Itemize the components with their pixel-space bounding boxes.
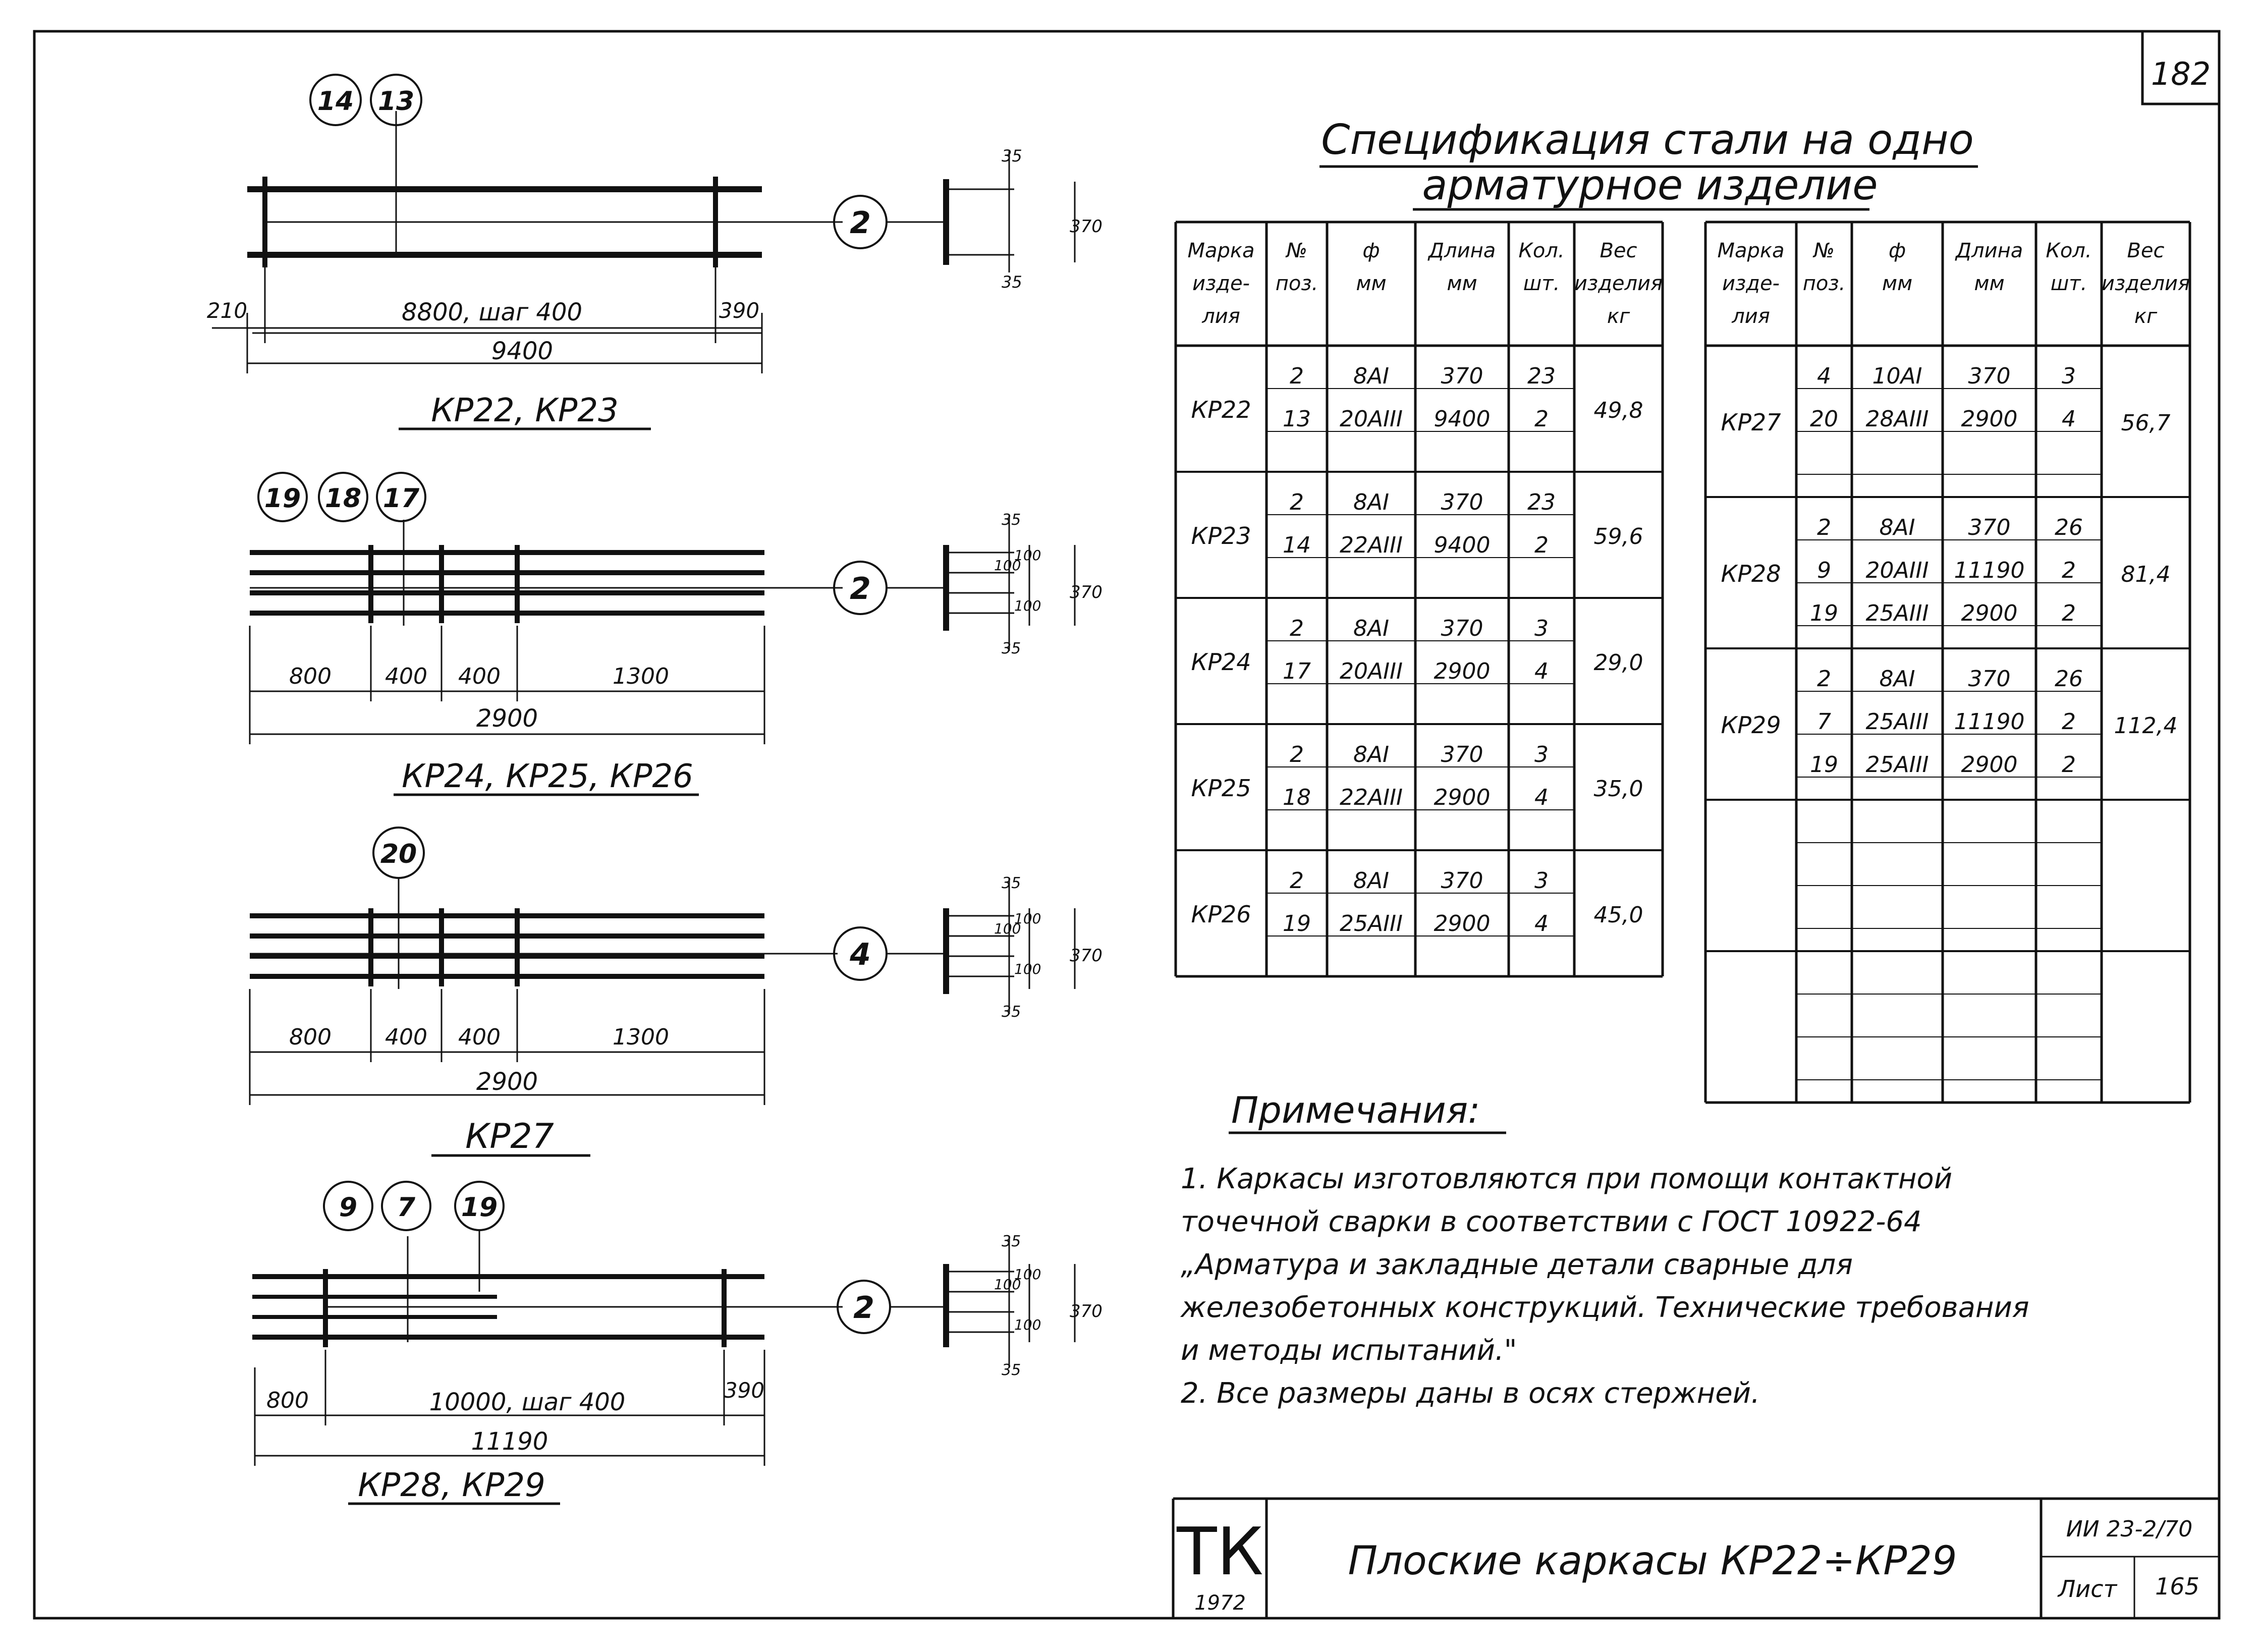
table-cell: 19 [1810, 600, 1838, 626]
table-cell: 4 [1817, 363, 1831, 389]
dimension-text: 400 [458, 1024, 501, 1050]
table-cell: 8AI [1353, 868, 1390, 894]
table-header-text: изде- [1192, 272, 1250, 295]
dimension-text: 400 [458, 664, 501, 689]
title-sheet-number: 165 [2155, 1573, 2199, 1600]
table-cell: 2900 [1434, 658, 1491, 684]
table-cell: 19 [1810, 752, 1838, 778]
table-cell: 7 [1817, 709, 1831, 735]
table-cell: 370 [1968, 666, 2011, 692]
callout-label: 7 [397, 1192, 416, 1223]
section-dim: 35 [1002, 1003, 1021, 1021]
table-cell: 4 [2062, 406, 2076, 432]
table-header-text: поз. [1275, 272, 1318, 295]
dimension-text: 2900 [476, 1068, 538, 1096]
spec-heading [1319, 116, 1978, 209]
table-cell: 2 [2062, 752, 2076, 778]
table-cell: 2900 [1961, 406, 2018, 432]
product-weight: 59,6 [1593, 524, 1643, 549]
table-cell: 8AI [1353, 616, 1390, 641]
product-mark: КР26 [1191, 901, 1251, 928]
table-header-text: изделия [1574, 272, 1663, 295]
section-callout-label: 2 [850, 205, 871, 241]
dimension-text: 1300 [613, 664, 669, 689]
section-dim: 35 [1002, 640, 1021, 657]
product-mark: КР25 [1191, 775, 1251, 802]
table-header-text: шт. [1523, 272, 1560, 295]
table-header-text: мм [1447, 272, 1477, 295]
frame-drawing-kp22-kp23 [207, 75, 1103, 429]
table-cell: 20AIII [1339, 406, 1403, 432]
table-cell: 17 [1283, 658, 1311, 684]
table-cell: 25AIII [1865, 752, 1929, 778]
table-cell: 9400 [1434, 532, 1491, 558]
table-cell: 23 [1527, 489, 1556, 515]
section-dim: 100 [994, 1276, 1021, 1293]
table-cell: 2 [1817, 666, 1831, 692]
section-dim: 370 [1070, 1301, 1103, 1321]
note-line: точечной сварки в соответствии с ГОСТ 10922-64 [1181, 1205, 1922, 1238]
table-header-text: лия [1202, 305, 1240, 328]
sheet-frame [34, 31, 2219, 1618]
drawing-caption: КР27 [465, 1117, 554, 1157]
table-cell: 2 [1290, 742, 1304, 767]
table-cell: 8AI [1353, 489, 1390, 515]
spec-table-left [1176, 222, 1663, 976]
product-weight: 35,0 [1593, 776, 1643, 802]
section-dim: 100 [1014, 1316, 1041, 1333]
table-cell: 9 [1817, 558, 1831, 583]
section-dim: 100 [994, 920, 1021, 937]
table-cell: 2900 [1434, 911, 1491, 937]
table-header-text: шт. [2050, 272, 2087, 295]
product-weight: 29,0 [1593, 650, 1643, 676]
product-weight: 49,8 [1593, 398, 1643, 423]
section-dim: 370 [1070, 946, 1103, 966]
section-dim: 100 [1014, 547, 1041, 564]
notes-block [1180, 1089, 2029, 1410]
drawing-caption: КР28, КР29 [358, 1467, 545, 1504]
note-line: и методы испытаний." [1181, 1334, 1517, 1367]
table-cell: 8AI [1353, 742, 1390, 767]
table-header-text: ф [1362, 239, 1380, 262]
spec-title-line1: Спецификация стали на одно [1321, 116, 1974, 164]
table-cell: 2 [1290, 489, 1304, 515]
section-dim: 100 [1014, 1266, 1041, 1283]
table-cell: 370 [1968, 363, 2011, 389]
dimension-text: 800 [289, 1024, 332, 1050]
table-cell: 3 [1534, 868, 1549, 894]
note-line: 1. Каркасы изготовляются при помощи контактной [1181, 1163, 1953, 1195]
product-mark: КР23 [1191, 522, 1251, 549]
table-cell: 14 [1283, 532, 1311, 558]
callout-label: 14 [317, 86, 354, 117]
section-callout-label: 2 [853, 1290, 874, 1326]
note-line: „Арматура и закладные детали сварные для [1181, 1248, 1853, 1281]
section-callout-label: 4 [850, 937, 871, 972]
table-cell: 8AI [1353, 363, 1390, 389]
callout-label: 19 [264, 483, 301, 514]
product-mark: КР27 [1721, 409, 1781, 436]
table-cell: 20 [1810, 406, 1838, 432]
section-dim: 100 [994, 557, 1021, 574]
org-logo: ТК [1177, 1513, 1263, 1590]
spec-title-line2: арматурное изделие [1422, 161, 1878, 209]
product-mark: КР29 [1721, 711, 1781, 739]
table-cell: 370 [1441, 363, 1483, 389]
dimension-text: 400 [385, 664, 427, 689]
table-cell: 4 [1534, 785, 1549, 810]
dimension-text: 210 [206, 298, 248, 323]
section-dim: 100 [1014, 597, 1041, 614]
table-cell: 3 [1534, 742, 1549, 767]
title-block [1173, 1499, 2219, 1618]
title-year: 1972 [1194, 1591, 1246, 1615]
product-mark: КР22 [1191, 396, 1251, 423]
frame-drawing-kp28-kp29 [252, 1182, 1103, 1504]
section-dim: 35 [1002, 511, 1021, 529]
table-cell: 2900 [1961, 600, 2018, 626]
table-header-text: мм [1356, 272, 1387, 295]
section-dim: 35 [1002, 146, 1022, 166]
table-header-text: Вес [1600, 239, 1637, 262]
table-cell: 11190 [1954, 709, 2025, 735]
callout-label: 18 [324, 483, 362, 514]
section-dim: 35 [1002, 272, 1022, 292]
table-header-text: мм [1974, 272, 2005, 295]
table-cell: 2 [1290, 616, 1304, 641]
table-header-text: изде- [1722, 272, 1780, 295]
table-cell: 2 [1290, 868, 1304, 894]
table-cell: 20AIII [1865, 558, 1929, 583]
table-cell: 25AIII [1339, 911, 1403, 937]
dimension-text: 8800, шаг 400 [401, 298, 583, 326]
table-cell: 22AIII [1339, 532, 1403, 558]
table-cell: 20AIII [1339, 658, 1403, 684]
table-cell: 370 [1441, 868, 1483, 894]
table-cell: 9400 [1434, 406, 1491, 432]
table-cell: 4 [1534, 911, 1549, 937]
doc-code: ИИ 23-2/70 [2066, 1516, 2193, 1542]
table-cell: 26 [2055, 666, 2083, 692]
sheet-label: Лист [2058, 1575, 2117, 1603]
table-cell: 2 [2062, 709, 2076, 735]
table-header-text: Марка [1717, 239, 1785, 262]
dimension-text: 400 [385, 1024, 427, 1050]
table-cell: 2 [1534, 532, 1549, 558]
callout-label: 20 [380, 839, 417, 869]
section-dim: 35 [1002, 874, 1021, 892]
product-weight: 56,7 [2121, 410, 2171, 436]
table-cell: 8AI [1879, 515, 1915, 540]
section-dim: 100 [1014, 910, 1041, 927]
dimension-text: 800 [266, 1388, 309, 1413]
product-mark: КР28 [1721, 560, 1781, 587]
table-cell: 2 [2062, 600, 2076, 626]
table-cell: 4 [1534, 658, 1549, 684]
table-header-text: Длина [1428, 239, 1496, 262]
note-line: 2. Все размеры даны в осях стержней. [1181, 1377, 1760, 1410]
dimension-text: 9400 [491, 337, 554, 365]
dimension-text: 390 [724, 1378, 765, 1403]
product-weight: 112,4 [2114, 713, 2178, 739]
sheet-number-box [2142, 31, 2219, 104]
dimension-text: 800 [289, 664, 332, 689]
table-cell: 2 [1290, 363, 1304, 389]
table-cell: 8AI [1879, 666, 1915, 692]
dimension-text: 2900 [476, 704, 538, 733]
callout-label: 19 [461, 1192, 498, 1223]
table-header-text: № [1286, 239, 1307, 262]
table-header-text: лия [1732, 305, 1770, 328]
callout-label: 9 [339, 1192, 358, 1223]
table-header-text: Кол. [1518, 239, 1565, 262]
table-cell: 3 [1534, 616, 1549, 641]
table-cell: 11190 [1954, 558, 2025, 583]
table-cell: 26 [2055, 515, 2083, 540]
table-cell: 3 [2062, 363, 2076, 389]
table-cell: 2 [2062, 558, 2076, 583]
table-cell: 22AIII [1339, 785, 1403, 810]
table-cell: 2 [1817, 515, 1831, 540]
section-dim: 370 [1070, 216, 1103, 237]
table-cell: 18 [1283, 785, 1311, 810]
product-weight: 81,4 [2121, 562, 2171, 587]
table-cell: 19 [1283, 911, 1311, 937]
table-header-text: изделия [2101, 272, 2190, 295]
table-header-text: Марка [1187, 239, 1255, 262]
callout-label: 17 [382, 483, 420, 514]
table-header-text: кг [1607, 305, 1630, 328]
dimension-text: 10000, шаг 400 [429, 1388, 626, 1416]
table-cell: 2 [1534, 406, 1549, 432]
table-cell: 370 [1968, 515, 2011, 540]
section-dim: 100 [1014, 961, 1041, 977]
dimension-text: 11190 [471, 1427, 548, 1456]
table-cell: 370 [1441, 742, 1483, 767]
table-header-text: Длина [1955, 239, 2023, 262]
drawing-caption: КР22, КР23 [431, 392, 619, 429]
table-header-text: кг [2134, 305, 2158, 328]
product-weight: 45,0 [1593, 902, 1643, 928]
dimension-text: 1300 [613, 1024, 669, 1050]
frame-drawing-kp24-kp26 [250, 473, 1103, 795]
dimension-text: 390 [719, 298, 760, 323]
callout-label: 13 [377, 86, 415, 117]
note-line: железобетонных конструкций. Технические требования [1181, 1291, 2029, 1324]
frame-drawing-kp27 [250, 828, 1103, 1157]
table-header-text: Кол. [2046, 239, 2092, 262]
table-cell: 13 [1283, 406, 1311, 432]
table-cell: 23 [1527, 363, 1556, 389]
table-cell: 2900 [1961, 752, 2018, 778]
product-mark: КР24 [1191, 648, 1251, 676]
table-cell: 25AIII [1865, 709, 1929, 735]
sheet-number: 182 [2151, 56, 2211, 92]
table-header-text: поз. [1802, 272, 1846, 295]
notes-heading: Примечания: [1231, 1089, 1480, 1131]
spec-table-right [1705, 222, 2190, 1103]
table-cell: 25AIII [1865, 600, 1929, 626]
section-dim: 35 [1002, 1233, 1021, 1250]
drawing-caption: КР24, КР25, КР26 [402, 758, 693, 795]
table-cell: 370 [1441, 616, 1483, 641]
section-dim: 35 [1002, 1361, 1021, 1379]
table-cell: 2900 [1434, 785, 1491, 810]
section-dim: 370 [1070, 582, 1103, 602]
table-cell: 28AIII [1865, 406, 1929, 432]
table-header-text: Вес [2127, 239, 2165, 262]
section-callout-label: 2 [850, 571, 871, 607]
table-cell: 10AI [1872, 363, 1922, 389]
table-header-text: мм [1882, 272, 1913, 295]
table-header-text: № [1813, 239, 1835, 262]
table-cell: 370 [1441, 489, 1483, 515]
table-header-text: ф [1888, 239, 1906, 262]
title-text: Плоские каркасы КР22÷КР29 [1348, 1538, 1957, 1584]
